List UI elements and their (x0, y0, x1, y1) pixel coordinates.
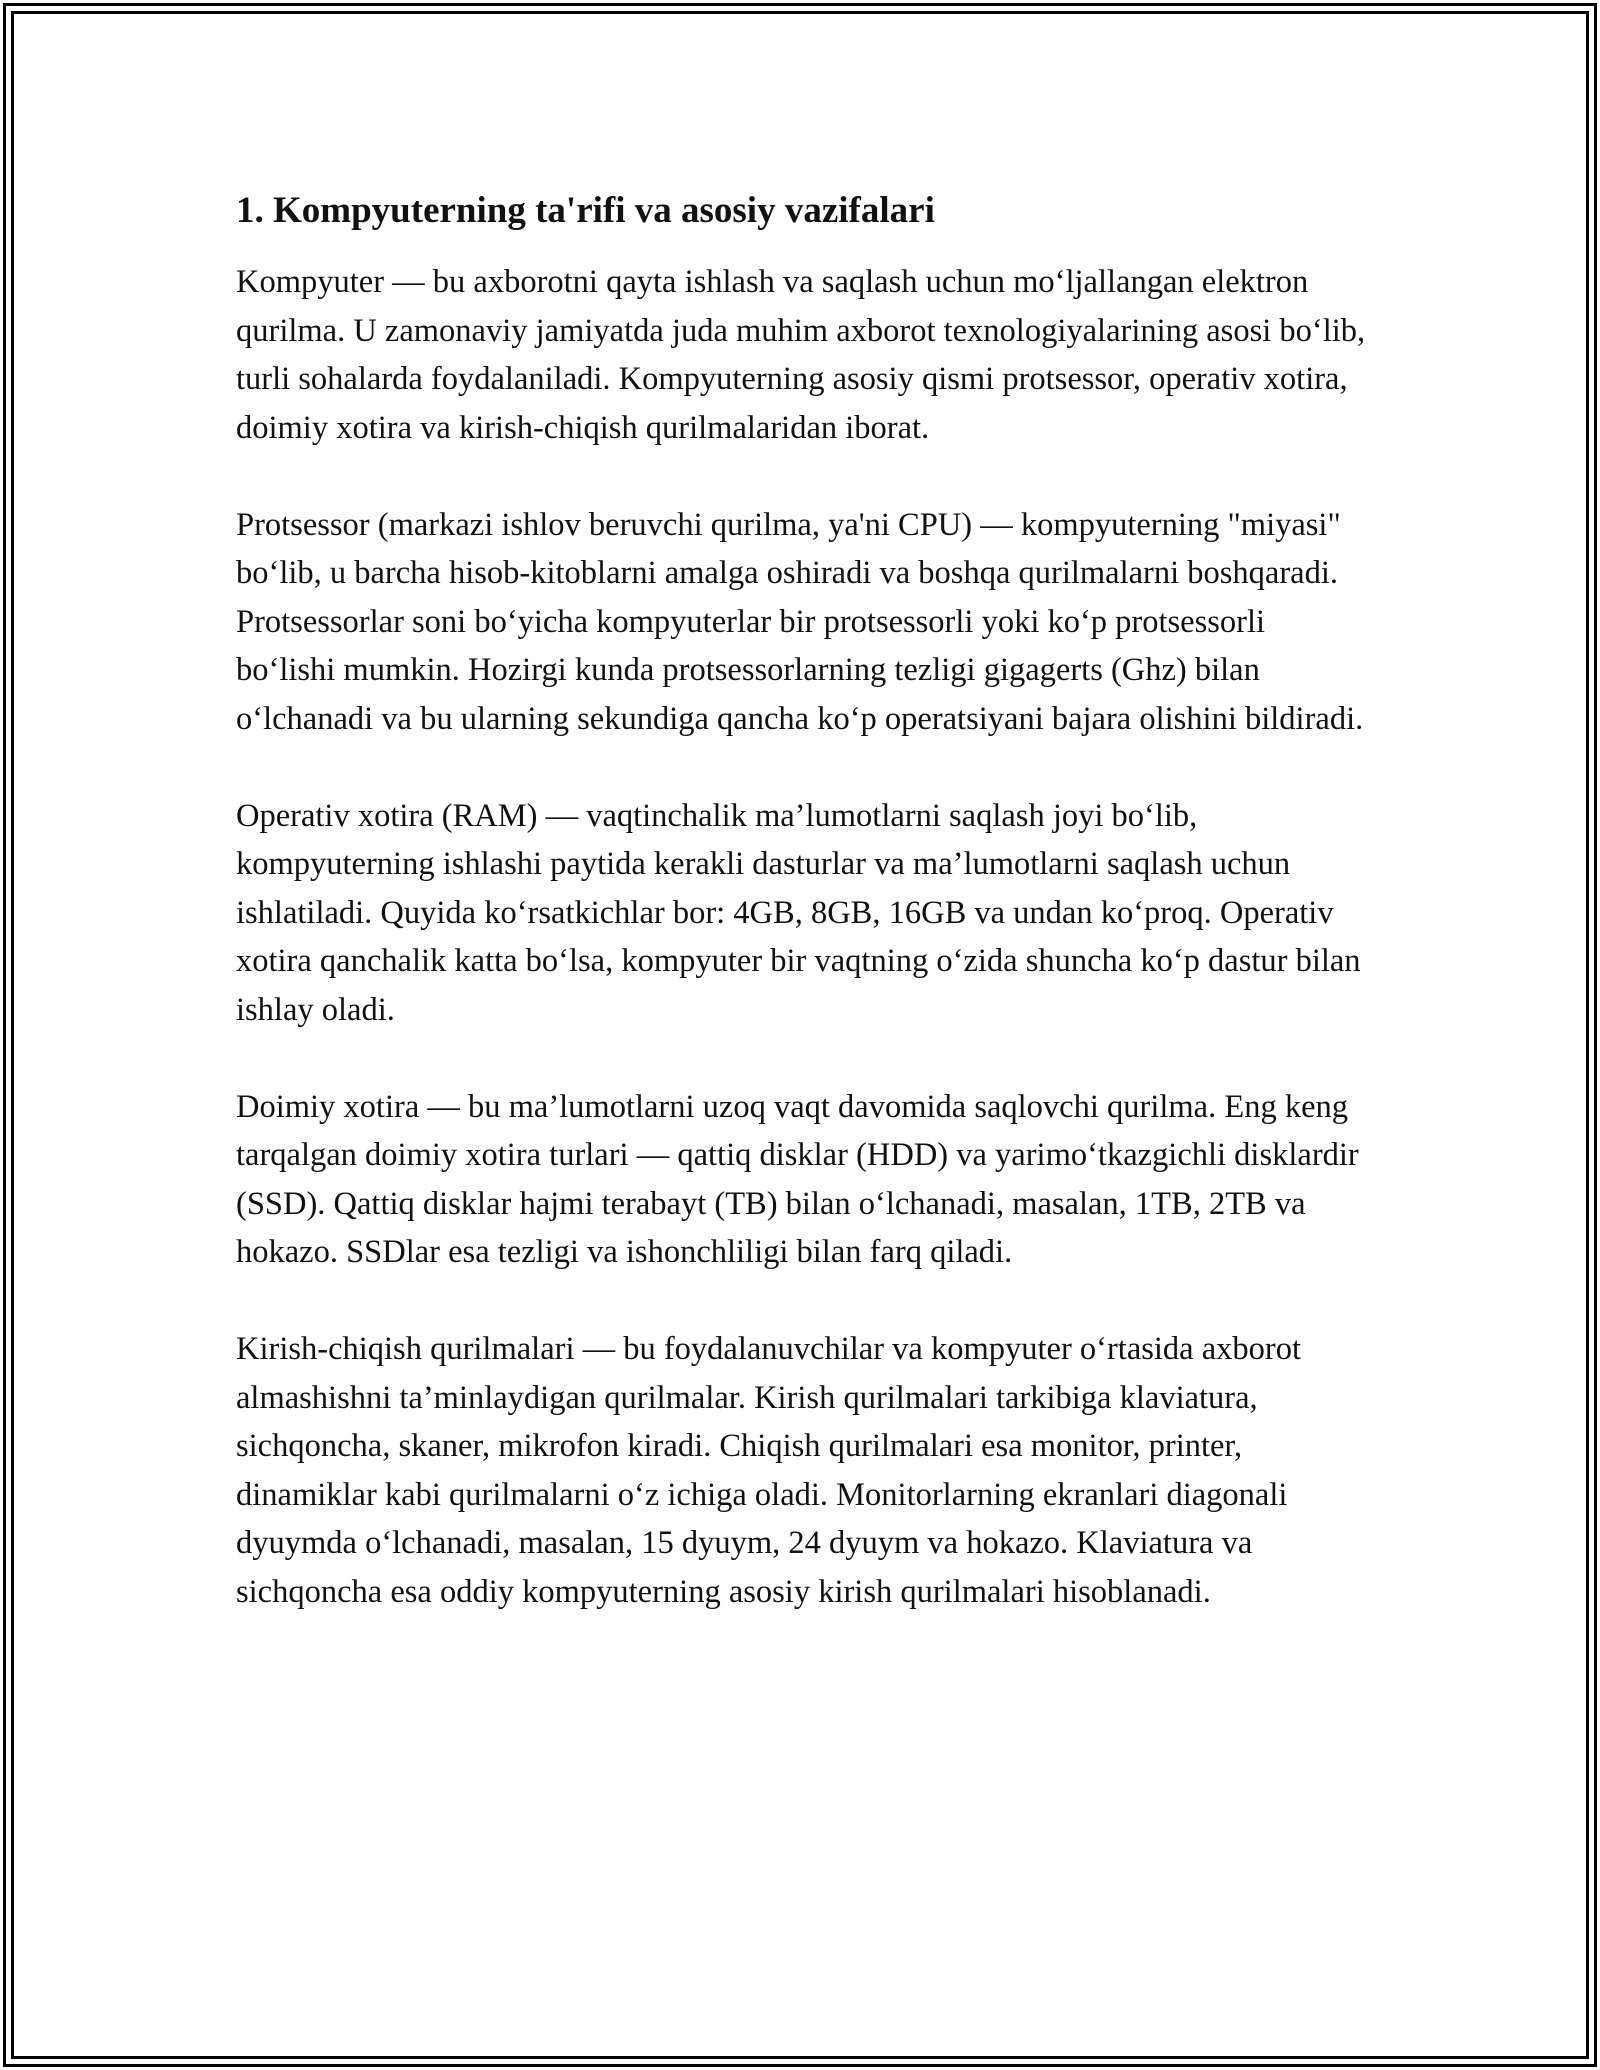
paragraph-storage: Doimiy xotira — bu ma’lumotlarni uzoq vaqt davomida saqlovchi qurilma. Eng keng tarqalgan doimiy xotira turlari — qattiq disklar (HDD) va yarimo‘tkazgichli disklardir (SSD). Qattiq disklar hajmi terabayt (TB) bilan o‘lchanadi, masalan, 1TB, 2TB va hokazo. SSDlar esa tezligi va ishonchliligi bilan farq qiladi. (236, 1088, 1359, 1270)
paragraph-computer-definition: Kompyuter — bu axborotni qayta ishlash va saqlash uchun mo‘ljallangan elektron qurilma. U zamonaviy jamiyatda juda muhim axborot texnologiyalarining asosi bo‘lib, turli sohalarda foydalaniladi. Kompyuterning asosiy qismi protsessor, operativ xotira, doimiy xotira va kirish-chiqish qurilmalaridan iborat. (236, 264, 1366, 446)
section-heading: 1. Kompyuterning ta'rifi va asosiy vazifalari (236, 190, 935, 231)
paragraph-ram: Operativ xotira (RAM) — vaqtinchalik ma’lumotlarni saqlash joyi bo‘lib, kompyuterning ishlashi paytida kerakli dasturlar va ma’lumotlarni saqlash uchun ishlatiladi. Quyida ko‘rsatkichlar bor: 4GB, 8GB, 16GB va undan ko‘proq. Operativ xotira qanchalik katta bo‘lsa, kompyuter bir vaqtning o‘zida shuncha ko‘p dastur bilan ishlay oladi. (236, 797, 1361, 1028)
paragraph-io-devices: Kirish-chiqish qurilmalari — bu foydalanuvchilar va kompyuter o‘rtasida axborot almashishni ta’minlaydigan qurilmalar. Kirish qurilmalari tarkibiga klaviatura, sichqoncha, skaner, mikrofon kiradi. Chiqish qurilmalari esa monitor, printer, dinamiklar kabi qurilmalarni o‘z ichiga oladi. Monitorlarning ekranlari diagonali dyuymda o‘lchanadi, masalan, 15 dyuym, 24 dyuym va hokazo. Klaviatura va sichqoncha esa oddiy kompyuterning asosiy kirish qurilmalari hisoblanadi. (236, 1331, 1301, 1610)
document-body (236, 186, 1366, 1616)
paragraph-processor: Protsessor (markazi ishlov beruvchi qurilma, ya'ni CPU) — kompyuterning "miyasi" bo‘lib, u barcha hisob-kitoblarni amalga oshiradi va boshqa qurilmalarni boshqaradi. Protsessorlar soni bo‘yicha kompyuterlar bir protsessorli yoki ko‘p protsessorli bo‘lishi mumkin. Hozirgi kunda protsessorlarning tezligi gigagerts (Ghz) bilan o‘lchanadi va bu ularning sekundiga qancha ko‘p operatsiyani bajara olishini bildiradi. (236, 506, 1364, 737)
